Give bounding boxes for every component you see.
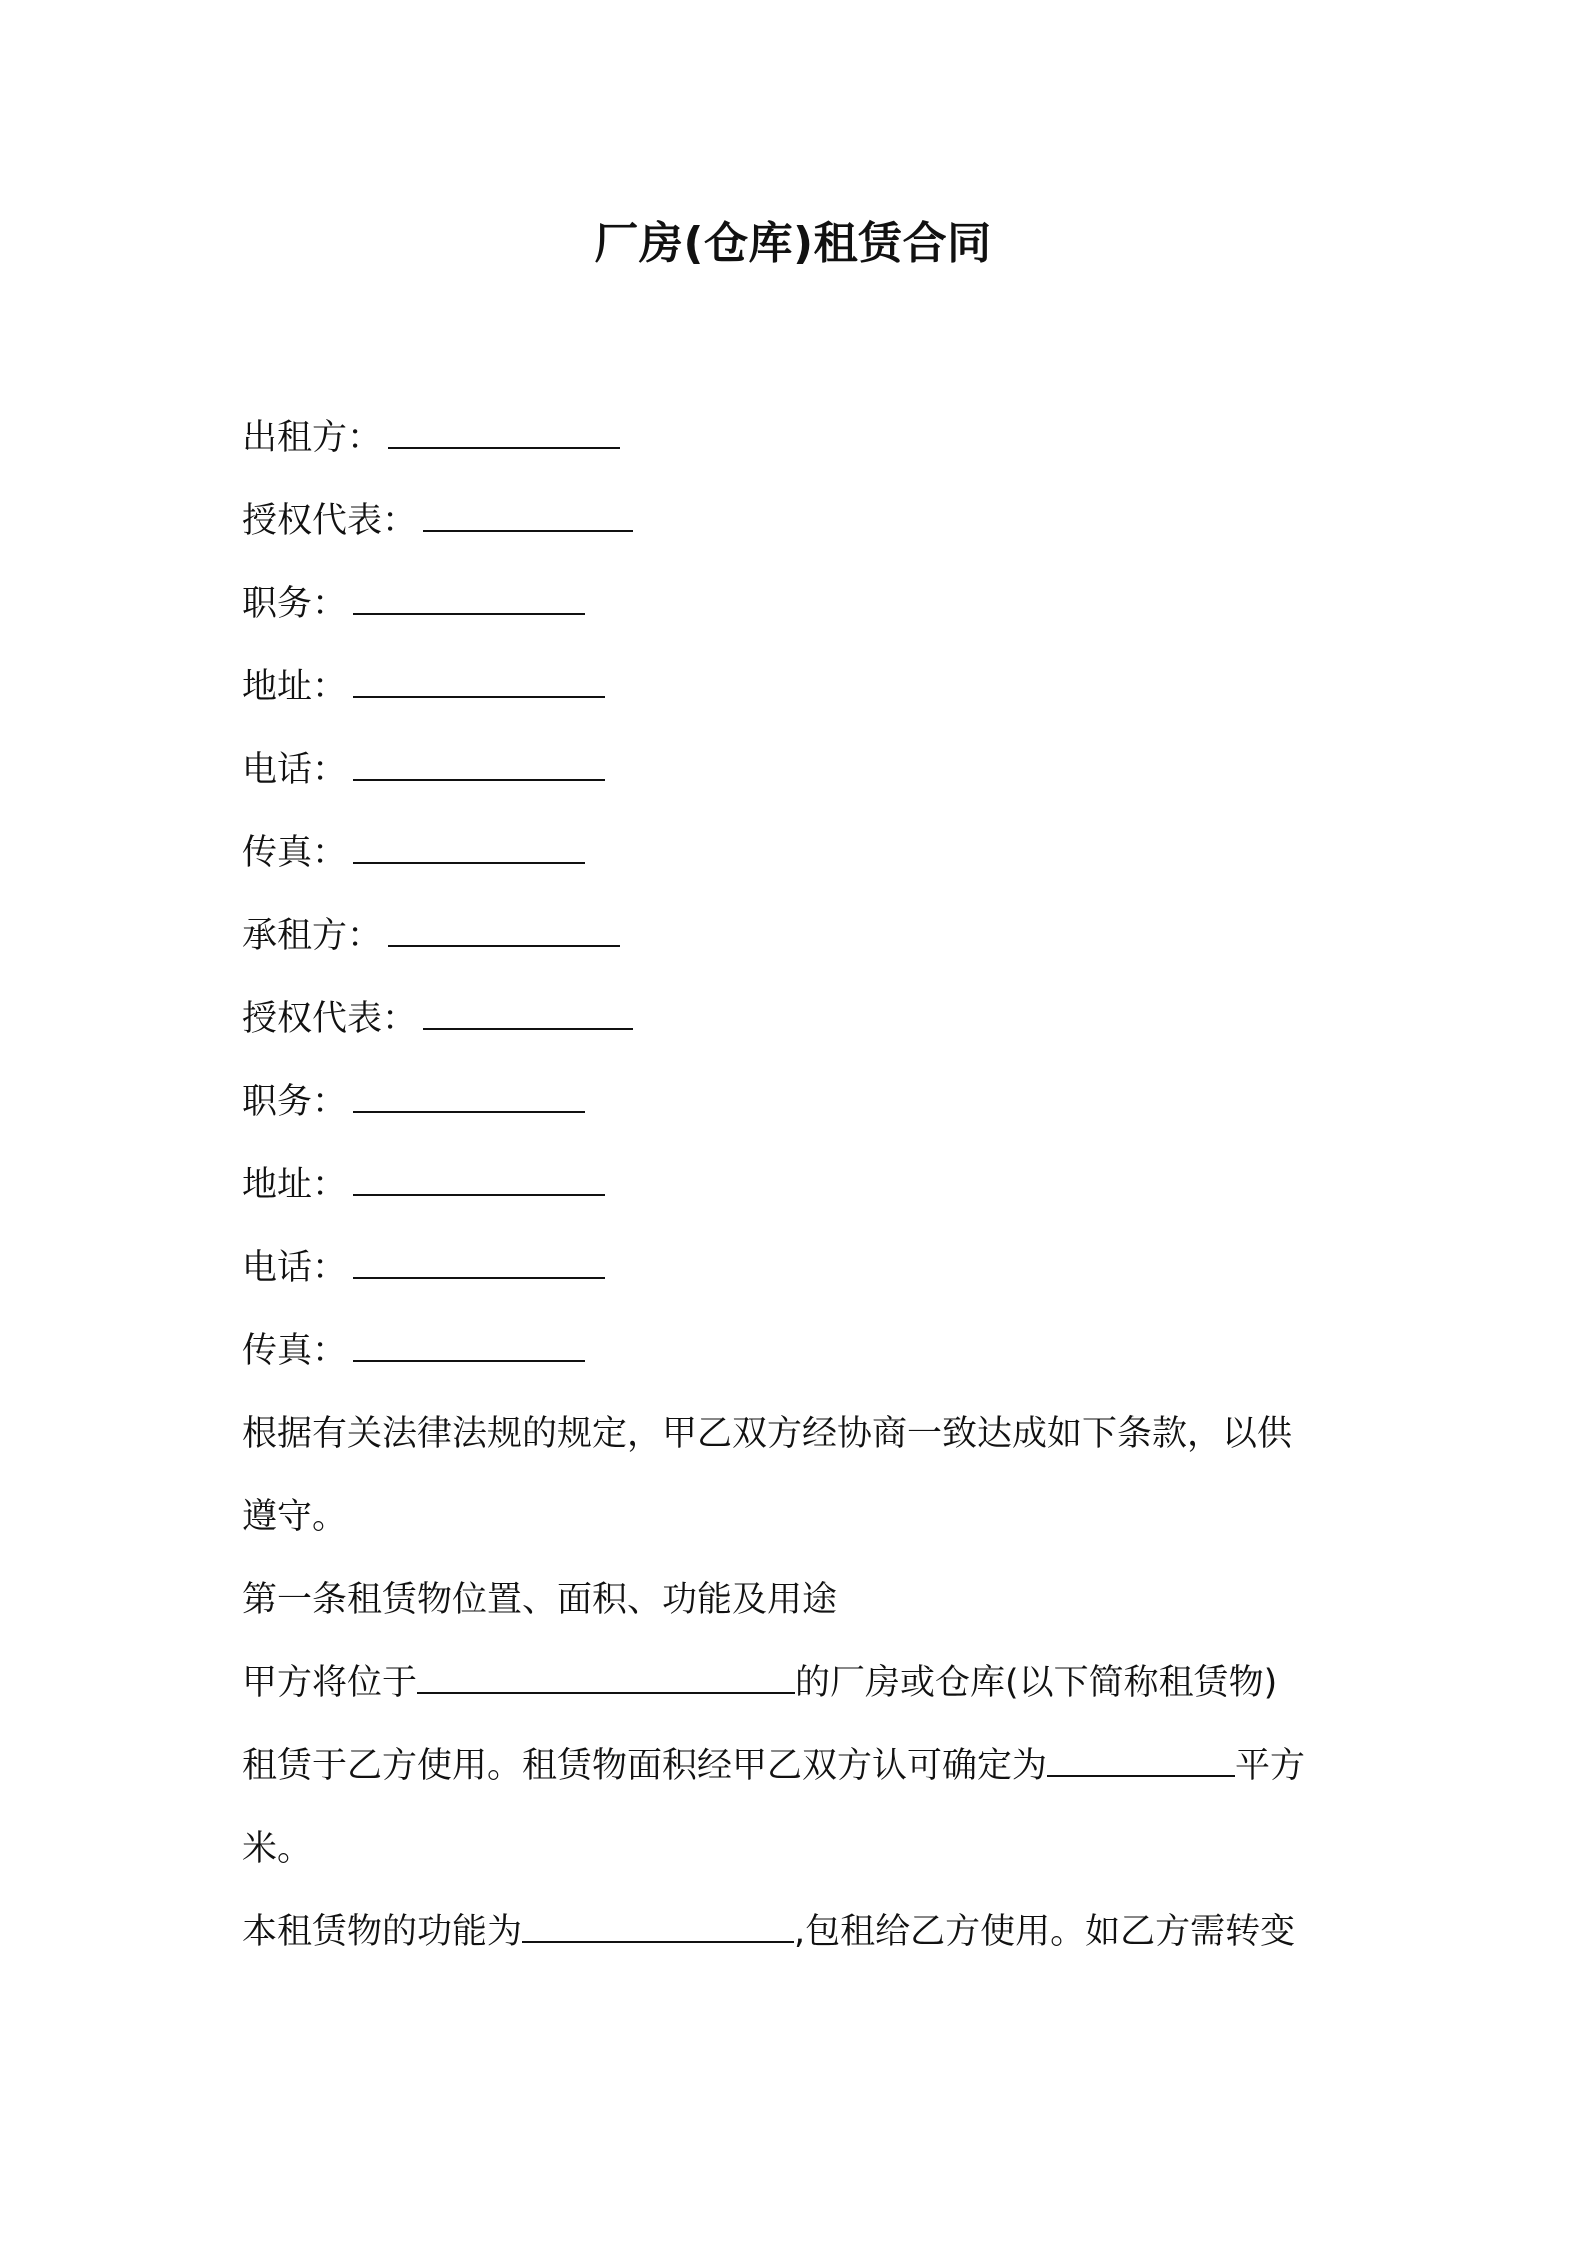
area-prefix: 租赁于乙方使用。租赁物面积经甲乙双方认可确定为 bbox=[242, 1746, 1048, 1786]
lessee-field bbox=[242, 908, 620, 964]
article-1-heading: 第一条租赁物位置、面积、功能及用途 bbox=[242, 1580, 838, 1620]
function-blank[interactable] bbox=[522, 1911, 794, 1943]
lessor-blank[interactable] bbox=[388, 417, 620, 449]
lessee-position-label: 职务： bbox=[242, 1082, 348, 1122]
article-1-paragraph-1-line-3: 米。 bbox=[242, 1829, 313, 1869]
lessee-position-blank[interactable] bbox=[353, 1081, 585, 1113]
lessee-fax-blank[interactable] bbox=[353, 1330, 585, 1362]
function-prefix: 本租赁物的功能为 bbox=[242, 1912, 523, 1952]
lessee-phone-field bbox=[242, 1240, 605, 1296]
lessor-label: 出租方： bbox=[242, 418, 383, 458]
lessor-fax-field bbox=[242, 825, 585, 881]
lessee-phone-label: 电话： bbox=[242, 1248, 348, 1288]
lessee-rep-label: 授权代表： bbox=[242, 999, 418, 1039]
lessee-rep-blank[interactable] bbox=[423, 998, 633, 1030]
lessor-address-field bbox=[242, 659, 605, 715]
lessor-field bbox=[242, 410, 620, 466]
lessor-fax-blank[interactable] bbox=[353, 832, 585, 864]
lessor-phone-field bbox=[242, 742, 605, 798]
lessee-blank[interactable] bbox=[388, 915, 620, 947]
lessor-phone-label: 电话： bbox=[242, 750, 348, 790]
article-1-paragraph-1-line-2 bbox=[242, 1738, 1305, 1794]
lessee-phone-blank[interactable] bbox=[353, 1247, 605, 1279]
lessor-phone-blank[interactable] bbox=[353, 749, 605, 781]
lessee-rep-field bbox=[242, 991, 633, 1047]
lessee-address-field bbox=[242, 1157, 605, 1213]
area-unit: 平方 bbox=[1235, 1746, 1306, 1786]
location-prefix: 甲方将位于 bbox=[242, 1663, 418, 1703]
lessor-fax-label: 传真： bbox=[242, 833, 348, 873]
lessee-address-label: 地址： bbox=[242, 1165, 348, 1205]
function-suffix: ,包租给乙方使用。如乙方需转变 bbox=[794, 1912, 1296, 1952]
article-1-paragraph-1-line-1 bbox=[242, 1655, 1277, 1711]
area-blank[interactable] bbox=[1047, 1745, 1235, 1777]
location-suffix: 的厂房或仓库(以下简称租赁物) bbox=[795, 1663, 1278, 1703]
lessor-rep-blank[interactable] bbox=[423, 500, 633, 532]
lessor-position-field bbox=[242, 576, 585, 632]
lessee-position-field bbox=[242, 1074, 585, 1130]
lessor-address-blank[interactable] bbox=[353, 666, 605, 698]
lessee-address-blank[interactable] bbox=[353, 1164, 605, 1196]
lessor-position-blank[interactable] bbox=[353, 583, 585, 615]
lessee-fax-field bbox=[242, 1323, 585, 1379]
lessor-rep-field bbox=[242, 493, 633, 549]
lessee-label: 承租方： bbox=[242, 916, 383, 956]
lessor-rep-label: 授权代表： bbox=[242, 501, 418, 541]
preamble-line-1: 根据有关法律法规的规定，甲乙双方经协商一致达成如下条款，以供 bbox=[242, 1414, 1293, 1454]
location-blank[interactable] bbox=[417, 1662, 795, 1694]
document-title: 厂房(仓库)租赁合同 bbox=[594, 218, 992, 269]
lessee-fax-label: 传真： bbox=[242, 1331, 348, 1371]
lessor-position-label: 职务： bbox=[242, 584, 348, 624]
preamble-line-2: 遵守。 bbox=[242, 1497, 348, 1537]
lessor-address-label: 地址： bbox=[242, 667, 348, 707]
article-1-paragraph-2-line-1 bbox=[242, 1904, 1295, 1960]
